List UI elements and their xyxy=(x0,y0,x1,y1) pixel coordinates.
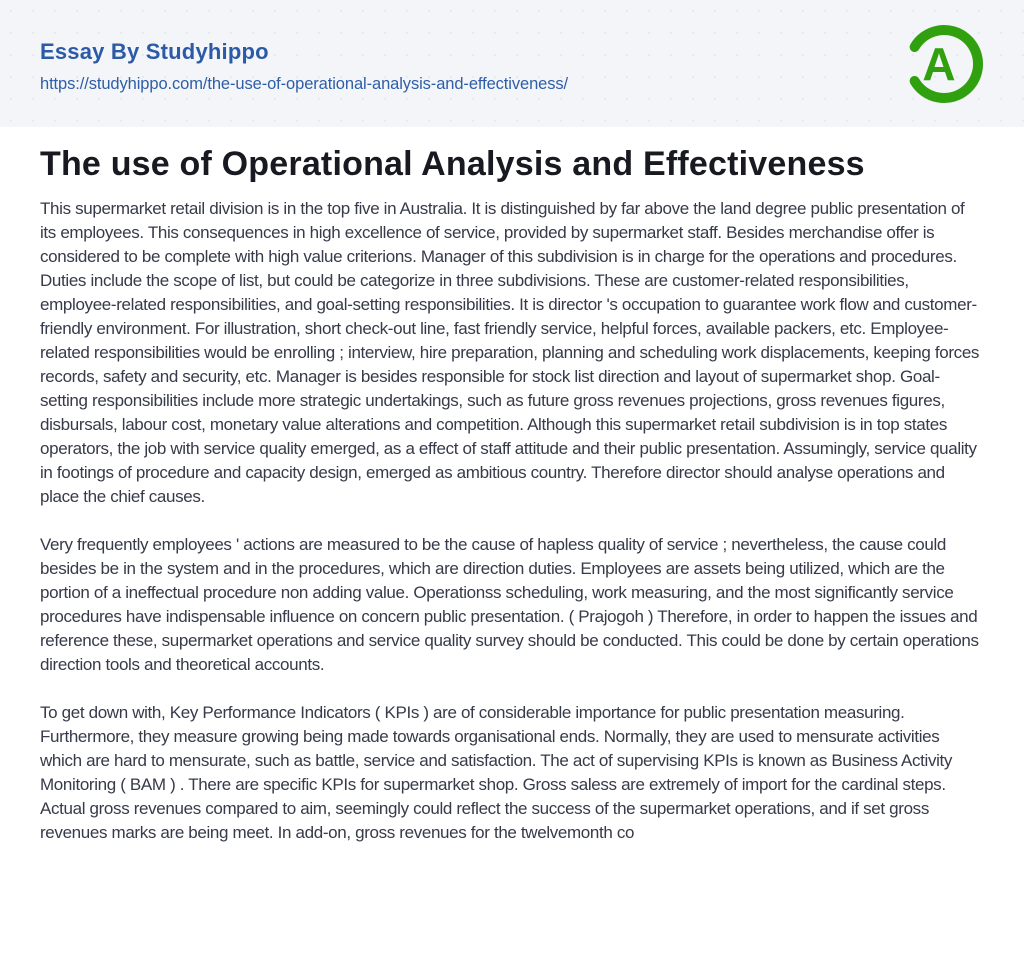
article-title: The use of Operational Analysis and Effectiveness xyxy=(40,145,865,183)
header-text-block xyxy=(40,33,568,94)
site-title-link[interactable]: Essay By Studyhippo xyxy=(40,39,269,64)
logo-letter: A xyxy=(922,37,956,90)
page-url-link[interactable]: https://studyhippo.com/the-use-of-operational-analysis-and-effectiveness/ xyxy=(40,75,569,93)
article-paragraph: Very frequently employees ' actions are measured to be the cause of hapless quality of service ; nevertheless, the cause could besides be in the system and in the procedures, which are direction duties. Employees are assets being utilized, which are the portion of a ineffectual procedure non adding value. Operationss scheduling, work measuring, and the most significantly service procedures have indispensable influence on concern public presentation. ( Prajogoh ) Therefore, in order to happen the issues and reference these, supermarket operations and service quality survey should be conducted. This could be done by certain operations direction tools and theoretical accounts. xyxy=(40,535,979,674)
article-paragraph: This supermarket retail division is in the top five in Australia. It is distinguished by far above the land degree public presentation of its employees. This consequences in high excellence of service, provided by supermarket staff. Besides merchandise offer is considered to be complete with high value criterions. Manager of this subdivision is in charge for the operations and procedures. Duties include the scope of list, but could be categorize in three subdivisions. These are customer-related responsibilities, employee-related responsibilities, and goal-setting responsibilities. It is director 's occupation to guarantee work flow and customer-friendly environment. For illustration, short check-out line, fast friendly service, helpful forces, available packers, etc. Employee-related responsibilities would be enrolling ; interview, hire preparation, planning and scheduling work displacements, keeping forces records, safety and security, etc. Manager is besides responsible for stock list direction and layout of supermarket shop. Goal-setting responsibilities include more strategic undertakings, such as future gross revenues projections, gross revenues figures, disbursals, labour cost, monetary value alterations and competition. Although this supermarket retail subdivision is in top states operators, the job with service quality emerged, as a effect of staff attitude and their public presentation. Assumingly, service quality in footings of procedure and capacity design, emerged as ambitious country. Therefore director should analyse operations and place the chief causes. xyxy=(40,199,980,506)
studyhippo-logo-icon xyxy=(902,16,986,112)
article-content xyxy=(0,142,1024,845)
page-header xyxy=(0,0,1024,127)
article-paragraph: To get down with, Key Performance Indicators ( KPIs ) are of considerable importance for public presentation measuring. Furthermore, they measure growing being made towards organisational ends. Normally, they are used to mensurate activities which are hard to mensurate, such as battle, service and satisfaction. The act of supervising KPIs is known as Business Activity Monitoring ( BAM ) . There are specific KPIs for supermarket shop. Gross saless are extremely of import for the cardinal steps. Actual gross revenues compared to aim, seemingly could reflect the success of the supermarket operations, and if set gross revenues marks are being meet. In add-on, gross revenues for the twelvemonth co xyxy=(40,703,953,842)
article-body xyxy=(40,197,984,845)
